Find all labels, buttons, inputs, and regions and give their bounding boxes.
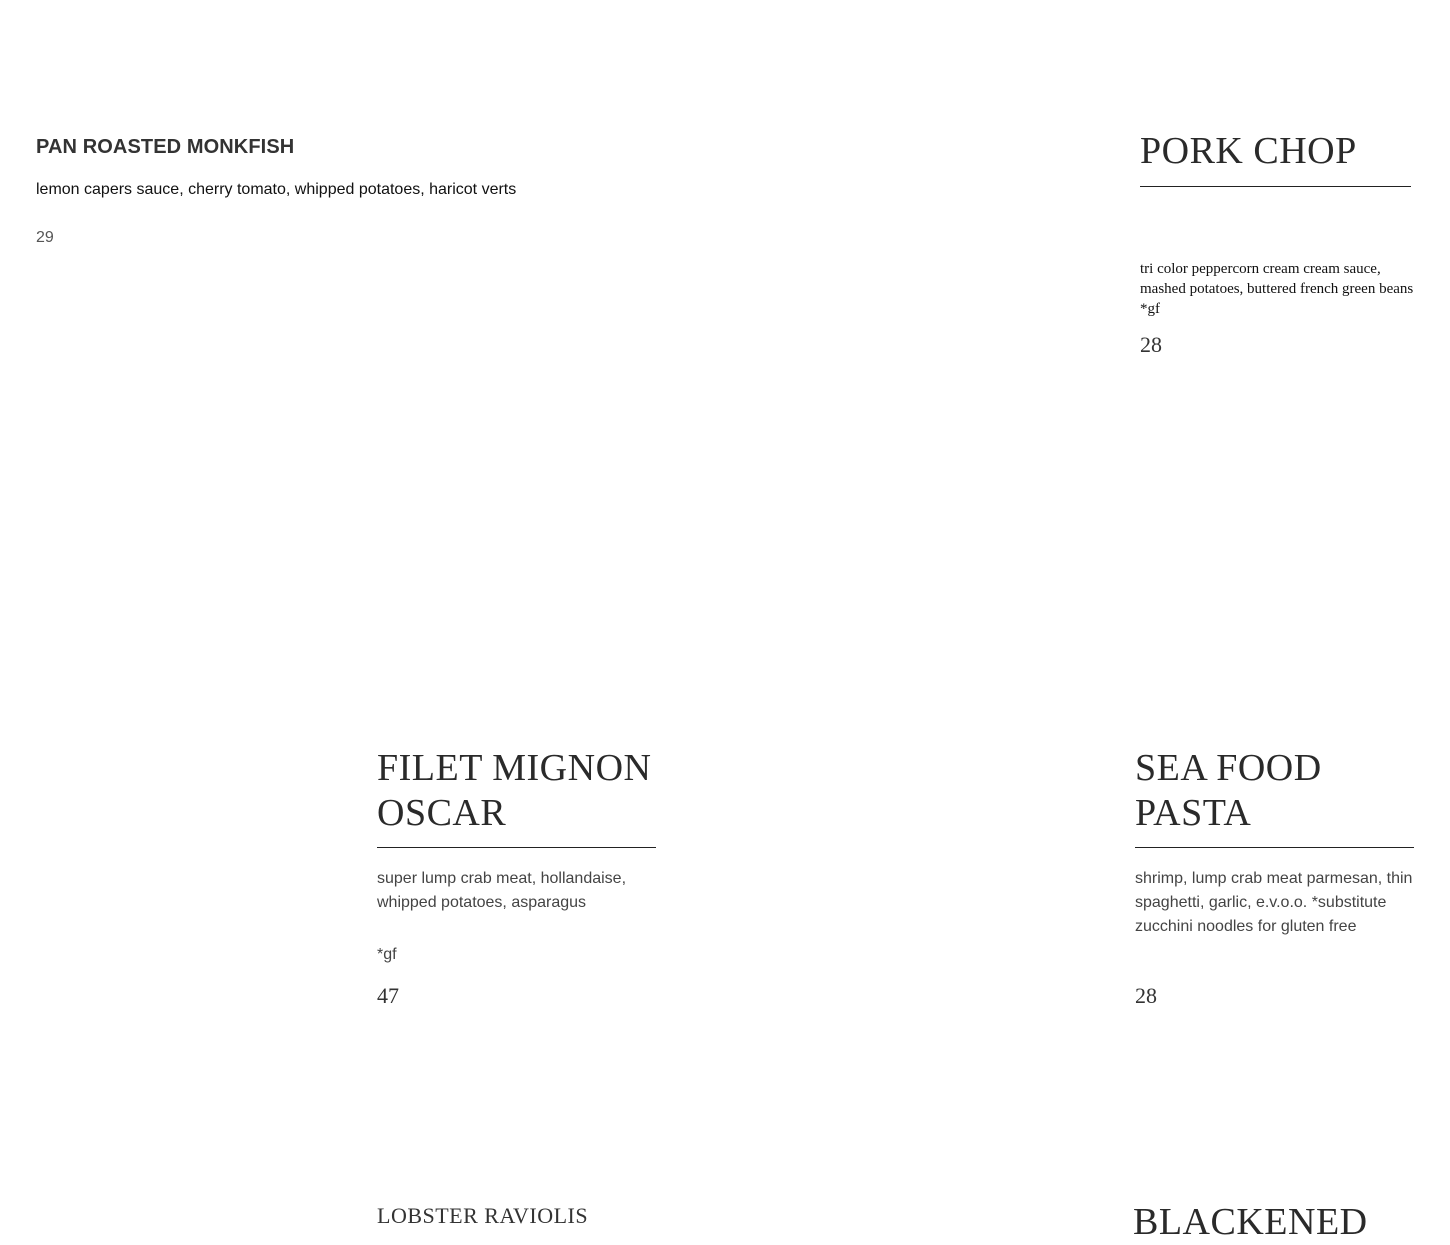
lobster-raviolis-title: LOBSTER RAVIOLIS: [377, 1203, 589, 1228]
blackened-title: BLACKENED: [1133, 1201, 1368, 1243]
monkfish-description: lemon capers sauce, cherry tomato, whipped potatoes, haricot verts: [36, 181, 517, 198]
pork-chop-description: tri color peppercorn cream cream sauce, mashed potatoes, buttered french green beans *gf: [1140, 261, 1414, 317]
seafood-pasta-divider: [1135, 847, 1414, 848]
seafood-pasta-title: SEA FOOD PASTA: [1135, 747, 1322, 834]
filet-mignon-price: 47: [377, 983, 399, 1008]
seafood-pasta-price: 28: [1135, 983, 1157, 1008]
filet-mignon-divider: [377, 847, 656, 848]
monkfish-title: PAN ROASTED MONKFISH: [36, 136, 295, 158]
filet-mignon-description: super lump crab meat, hollandaise, whipped potatoes, asparagus: [377, 870, 627, 911]
seafood-pasta-description: shrimp, lump crab meat parmesan, thin spaghetti, garlic, e.v.o.o. *substitute zucchini noodles for gluten free: [1135, 870, 1413, 935]
filet-mignon-gf-note: *gf: [377, 946, 397, 963]
monkfish-price: 29: [36, 229, 54, 246]
pork-chop-title: PORK CHOP: [1140, 130, 1357, 172]
filet-mignon-title: FILET MIGNON OSCAR: [377, 747, 652, 834]
pork-chop-price: 28: [1140, 332, 1162, 357]
pork-chop-divider: [1140, 186, 1411, 187]
